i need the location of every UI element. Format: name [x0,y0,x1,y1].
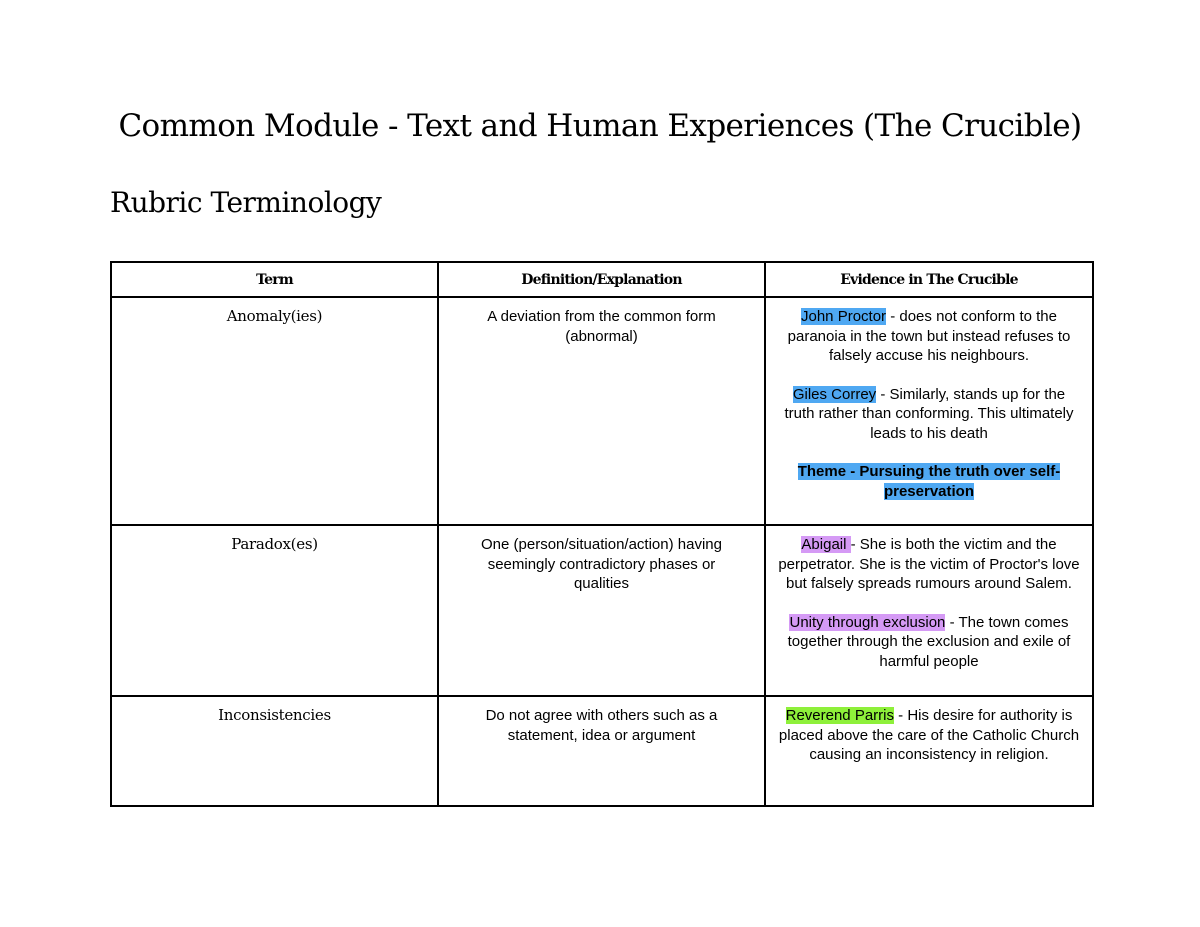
definition-text: A deviation from the common form (abnormal) [487,308,716,345]
evidence-highlight: Abigail [801,536,851,553]
evidence-paragraph [766,613,1092,672]
definition-text: Do not agree with others such as a statement, idea or argument [485,707,718,744]
header-definition: Definition/Explanation [438,262,765,297]
evidence-text: - does not conform to the paranoia in the town but instead refuses to falsely accuse his neighbours. [787,308,1071,364]
definition-text: One (person/situation/action) having seemingly contradictory phases or qualities [481,536,722,592]
evidence-text: - Similarly, stands up for the truth rather than conforming. This ultimately leads to his death [784,385,1074,442]
theme-highlight: Theme - Pursuing the truth over self-preservation [797,463,1061,500]
header-term: Term [111,262,438,297]
rubric-table [110,261,1094,807]
definition-cell [438,525,765,696]
evidence-paragraph [766,385,1092,444]
header-evidence: Evidence in The Crucible [765,262,1093,297]
section-title: Rubric Terminology [110,186,382,219]
table-row-anomaly [111,297,1093,525]
term-cell: Paradox(es) [111,525,438,696]
table-row-inconsistencies [111,696,1093,806]
evidence-cell [765,525,1093,696]
evidence-cell [765,297,1093,525]
term-cell: Inconsistencies [111,696,438,806]
table-row-paradox [111,525,1093,696]
evidence-highlight: Unity through exclusion [789,613,946,631]
evidence-cell [765,696,1093,806]
evidence-paragraph [766,307,1092,366]
evidence-text: - His desire for authority is placed above the care of the Catholic Church causing an inconsistency in religion. [778,707,1080,763]
definition-cell [438,297,765,525]
term-cell: Anomaly(ies) [111,297,438,525]
evidence-text: - She is both the victim and the perpetrator. She is the victim of Proctor's love but falsely spreads rumours around Salem. [778,536,1080,592]
evidence-text: - The town comes together through the exclusion and exile of harmful people [787,613,1071,670]
evidence-paragraph [766,535,1092,594]
evidence-paragraph [766,462,1092,501]
definition-cell [438,696,765,806]
evidence-paragraph [766,706,1092,765]
evidence-highlight: Reverend Parris [785,707,894,724]
document-title: Common Module - Text and Human Experiences (The Crucible) [118,108,1082,144]
table-header-row [111,262,1093,297]
evidence-highlight: Giles Correy [792,385,877,403]
evidence-highlight: John Proctor [801,308,887,325]
